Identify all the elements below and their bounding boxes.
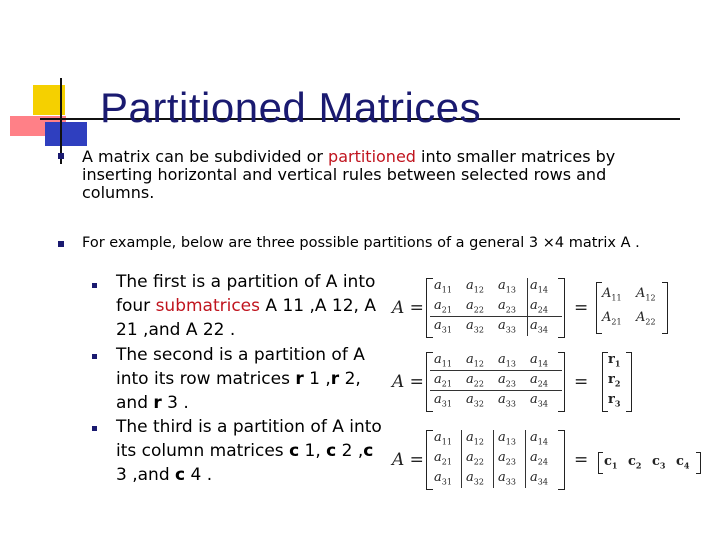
- matrix-entry: $a_{24}$: [530, 298, 548, 315]
- matrix-entry: $a_{24}$: [530, 450, 548, 467]
- right-bracket: [558, 278, 565, 338]
- rhs-column: $c_4$: [676, 454, 690, 471]
- rhs-block: $A_{21}$: [602, 310, 622, 327]
- lhs-label: A =: [392, 298, 424, 318]
- bullet-text-1: A matrix can be subdivided or partitioned into smaller matrices by inserting horizontal and vertical rules between selected rows and columns.: [82, 147, 616, 202]
- partition-rule: [461, 430, 462, 488]
- matrix-entry: $a_{32}$: [466, 392, 484, 409]
- matrix-entry: $a_{21}$: [434, 372, 452, 389]
- equals-sign: =: [574, 372, 589, 392]
- sub-bullet-marker: [92, 426, 97, 431]
- matrix-entry: $a_{12}$: [466, 278, 484, 295]
- matrix-entry: $a_{34}$: [530, 392, 548, 409]
- partition-rule: [525, 430, 526, 488]
- matrix-entry: $a_{21}$: [434, 450, 452, 467]
- left-bracket: [426, 278, 433, 338]
- matrix-entry: $a_{33}$: [498, 470, 516, 487]
- sub-bullet-2: The second is a partition of A into its row matrices r 1 ,r 2, and r 3 .: [116, 345, 365, 413]
- matrix-entry: $a_{23}$: [498, 298, 516, 315]
- rhs-column: $c_1$: [604, 454, 618, 471]
- partition-rule: [430, 316, 562, 317]
- matrix-entry: $a_{24}$: [530, 372, 548, 389]
- matrix-entry: $a_{12}$: [466, 430, 484, 447]
- matrix-entry: $a_{13}$: [498, 278, 516, 295]
- bullet-text-2: For example, below are three possible partitions of a general 3 ×4 matrix A .: [82, 235, 640, 251]
- matrix-entry: $a_{31}$: [434, 392, 452, 409]
- partition-rule: [430, 370, 562, 371]
- matrix-entry: $a_{31}$: [434, 318, 452, 335]
- sub-bullet-marker: [92, 354, 97, 359]
- partition-rule: [430, 390, 562, 391]
- rhs-column: $c_2$: [628, 454, 642, 471]
- left-bracket: [426, 352, 433, 412]
- matrix-entry: $a_{14}$: [530, 352, 548, 369]
- matrix-entry: $a_{22}$: [466, 298, 484, 315]
- left-bracket: [426, 430, 433, 490]
- matrix-equation-columns: [390, 424, 710, 494]
- rhs-bracket: [626, 352, 632, 412]
- matrix-entry: $a_{23}$: [498, 372, 516, 389]
- rhs-row: $r_2$: [608, 372, 621, 389]
- matrix-entry: $a_{12}$: [466, 352, 484, 369]
- equals-sign: =: [574, 298, 589, 318]
- matrix-entry: $a_{32}$: [466, 318, 484, 335]
- partition-rule: [527, 278, 528, 336]
- page-title: Partitioned Matrices: [100, 84, 482, 131]
- rhs-bracket: [696, 452, 701, 474]
- lhs-label: A =: [392, 372, 424, 392]
- matrix-entry: $a_{13}$: [498, 430, 516, 447]
- matrix-entry: $a_{21}$: [434, 298, 452, 315]
- equals-sign: =: [574, 450, 589, 470]
- matrix-entry: $a_{22}$: [466, 450, 484, 467]
- matrix-entry: $a_{23}$: [498, 450, 516, 467]
- matrix-entry: $a_{14}$: [530, 278, 548, 295]
- matrix-entry: $a_{11}$: [434, 430, 452, 447]
- right-bracket: [558, 352, 565, 412]
- rhs-row: $r_3$: [608, 392, 621, 409]
- sub-bullet-marker: [92, 283, 97, 288]
- matrix-entry: $a_{34}$: [530, 470, 548, 487]
- matrix-entry: $a_{13}$: [498, 352, 516, 369]
- rhs-column: $c_3$: [652, 454, 666, 471]
- matrix-entry: $a_{14}$: [530, 430, 548, 447]
- partition-rule: [493, 430, 494, 488]
- matrix-equation-blocks: [390, 272, 710, 342]
- sub-bullet-1: The first is a partition of A into four submatrices A 11 ,A 12, A 21 ,and A 22 .: [116, 272, 376, 340]
- lhs-label: A =: [392, 450, 424, 470]
- rhs-block: $A_{12}$: [636, 286, 656, 303]
- rhs-bracket: [662, 282, 668, 334]
- matrix-entry: $a_{33}$: [498, 318, 516, 335]
- rhs-bracket: [598, 452, 603, 474]
- rhs-block: $A_{11}$: [602, 286, 622, 303]
- matrix-entry: $a_{33}$: [498, 392, 516, 409]
- matrix-equation-rows: [390, 346, 710, 416]
- rhs-row: $r_1$: [608, 352, 621, 369]
- matrix-entry: $a_{22}$: [466, 372, 484, 389]
- bullet-marker: [58, 241, 64, 247]
- matrix-entry: $a_{11}$: [434, 278, 452, 295]
- matrix-entry: $a_{31}$: [434, 470, 452, 487]
- rhs-block: $A_{22}$: [636, 310, 656, 327]
- bullet-marker: [58, 153, 64, 159]
- matrix-entry: $a_{11}$: [434, 352, 452, 369]
- right-bracket: [558, 430, 565, 490]
- matrix-entry: $a_{32}$: [466, 470, 484, 487]
- matrix-entry: $a_{34}$: [530, 318, 548, 335]
- sub-bullet-3: The third is a partition of A into its column matrices c 1, c 2 ,c 3 ,and c 4 .: [116, 417, 382, 485]
- corner-decoration: [0, 0, 100, 170]
